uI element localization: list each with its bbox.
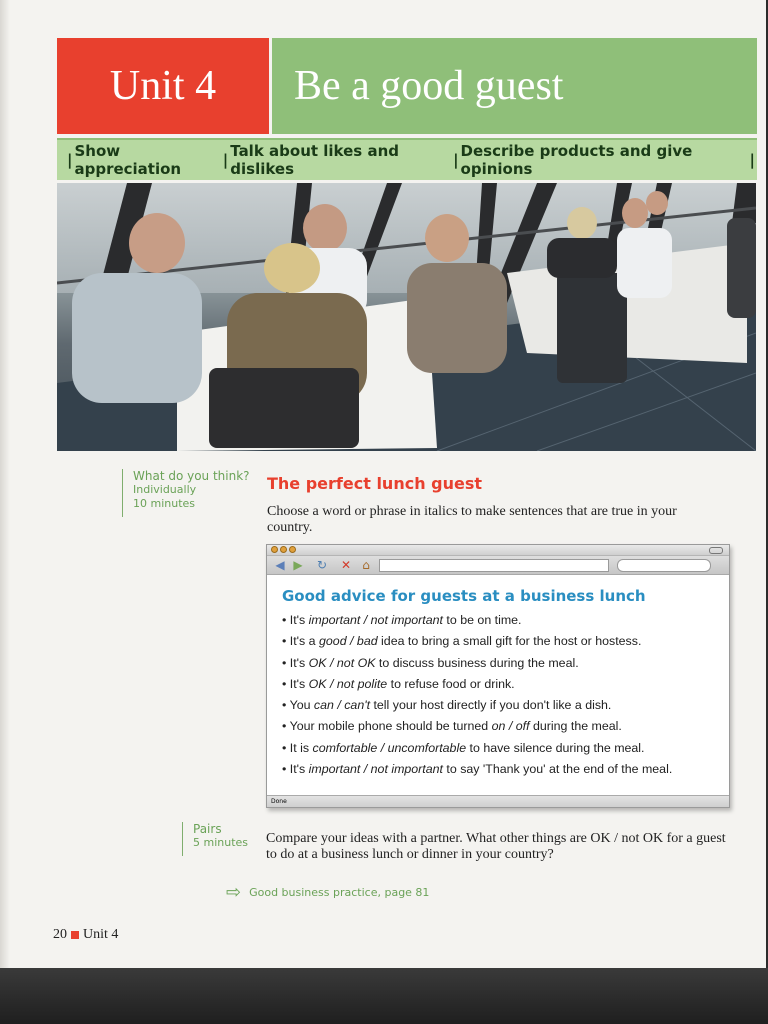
person-head: [303, 204, 347, 252]
advice-item: • It's OK / not polite to refuse food or drink.: [282, 676, 515, 691]
think-note: [122, 469, 250, 517]
stop-icon[interactable]: ✕: [340, 558, 352, 572]
person-shirt: [72, 273, 202, 403]
minimize-dot-icon[interactable]: [280, 546, 287, 553]
toolbar-toggle-icon[interactable]: [709, 547, 723, 554]
person-jacket: [727, 218, 756, 318]
topic-separator: |: [67, 151, 73, 169]
page-footer: [53, 927, 118, 943]
topic-item: Talk about likes and dislikes: [230, 142, 399, 178]
advice-item: • It's OK / not OK to discuss business during the meal.: [282, 655, 579, 670]
note-heading: What do you think?: [133, 469, 250, 483]
close-dot-icon[interactable]: [271, 546, 278, 553]
unit-label: Unit 4: [57, 38, 269, 134]
topic-item: Show appreciation: [74, 142, 182, 178]
person-head: [646, 191, 668, 215]
topics-bar: [57, 138, 757, 180]
topic-item: Describe products and give opinions: [460, 142, 693, 178]
person-shirt: [407, 263, 507, 373]
note-mode: Individually: [133, 483, 197, 496]
note-time: 10 minutes: [133, 497, 196, 510]
advice-item: • It's important / not important to be on time.: [282, 613, 522, 627]
advice-list: [282, 610, 713, 780]
chair: [557, 273, 627, 383]
photo-illustration: [57, 183, 756, 451]
restaurant-photo: [57, 183, 756, 451]
unit-title: Be a good guest: [272, 38, 757, 134]
person-hair: [264, 243, 320, 293]
window-controls: [271, 546, 296, 553]
chair: [209, 368, 359, 448]
browser-toolbar: [267, 556, 729, 575]
instruction-text: Choose a word or phrase in italics to make sentences that are true in your country.: [267, 504, 677, 535]
practice-link-text: Good business practice, page 81: [249, 886, 430, 899]
browser-titlebar: [267, 545, 729, 556]
practice-reference[interactable]: [226, 882, 429, 903]
reload-icon[interactable]: ↻: [316, 558, 328, 572]
red-square-icon: [71, 931, 79, 939]
topic-separator: |: [222, 151, 229, 169]
advice-item: • It is comfortable / uncomfortable to have silence during the meal.: [282, 740, 645, 755]
home-icon[interactable]: ⌂: [362, 558, 370, 572]
advice-item: • It's a good / bad idea to bring a small gift for the host or hostess.: [282, 634, 642, 649]
web-page-content: [267, 575, 727, 793]
zoom-dot-icon[interactable]: [289, 546, 296, 553]
footer-unit: Unit 4: [83, 927, 119, 942]
address-bar[interactable]: [379, 559, 609, 572]
browser-window: [266, 544, 730, 808]
forward-arrow-icon[interactable]: ▶: [293, 558, 303, 572]
back-arrow-icon[interactable]: ◀: [275, 558, 285, 572]
window-beam: [732, 183, 756, 223]
advice-heading: Good advice for guests at a business lunch: [282, 587, 646, 605]
advice-item: • It's important / not important to say 'Thank you' at the end of the meal.: [282, 762, 673, 777]
section-title: The perfect lunch guest: [267, 474, 483, 493]
topic-separator: |: [453, 151, 459, 169]
topic-separator: |: [749, 151, 755, 169]
person-head: [129, 213, 185, 273]
advice-item: • Your mobile phone should be turned on / off during the meal.: [282, 719, 622, 734]
note-time: 5 minutes: [193, 836, 249, 849]
browser-statusbar: Done: [267, 795, 729, 807]
person-jacket: [547, 238, 617, 278]
person-head: [567, 207, 597, 239]
compare-instruction: Compare your ideas with a partner. What other things are OK / not OK for a guest to do at a business lunch or dinner in your country?: [266, 831, 726, 862]
reference-arrow-icon: ⇨: [226, 882, 242, 903]
page-number: 20: [53, 927, 67, 942]
page-edge: [0, 0, 10, 968]
person-head: [425, 214, 469, 262]
note-heading: Pairs: [193, 822, 222, 836]
person-shirt: [617, 228, 672, 298]
search-field[interactable]: [617, 559, 711, 572]
scan-background: [0, 968, 768, 1024]
advice-item: • You can / can't tell your host directly if you don't like a dish.: [282, 698, 612, 713]
pairs-note: [182, 822, 248, 856]
person-head: [622, 198, 648, 228]
